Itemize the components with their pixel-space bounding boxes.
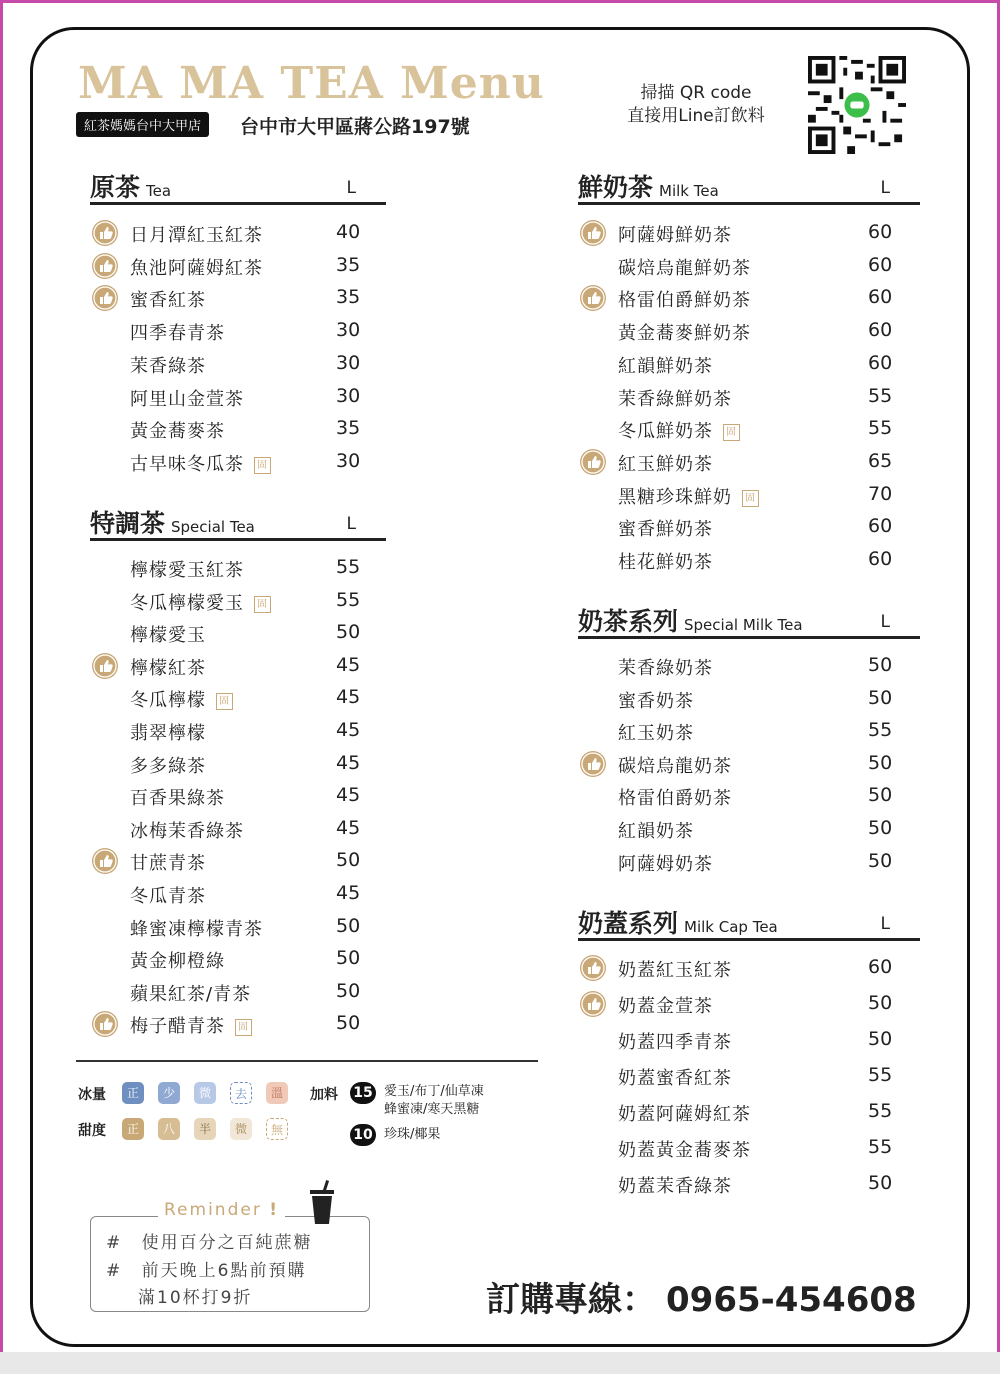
menu-item[interactable] [580, 316, 908, 346]
size-label: L [346, 514, 356, 534]
menu-item-name [130, 817, 244, 843]
recommended-thumbs-up-icon [92, 285, 118, 311]
menu-item-name [130, 654, 206, 680]
menu-item-price: 35 [336, 286, 361, 309]
menu-item-price: 55 [336, 588, 361, 611]
recommended-thumbs-up-icon [580, 955, 606, 981]
menu-item-price: 50 [868, 1028, 893, 1050]
menu-item[interactable] [580, 1025, 908, 1055]
menu-item-name [618, 483, 759, 509]
addon-price-15: 15 [350, 1082, 376, 1104]
ice-option-chip[interactable]: 去 [230, 1082, 252, 1104]
menu-item-price: 60 [868, 956, 893, 978]
menu-item[interactable] [580, 349, 908, 379]
menu-item-name [130, 980, 251, 1006]
shop-address: 台中市大甲區蔣公路197號 [240, 116, 470, 138]
menu-item-price: 45 [336, 784, 361, 807]
menu-item-name [618, 1064, 732, 1090]
menu-item-name-text: 冰梅茉香綠茶 [130, 820, 244, 842]
menu-item-price: 45 [336, 882, 361, 904]
menu-item[interactable] [580, 382, 908, 412]
menu-item-name [618, 784, 732, 810]
solid-topping-badge-icon: 固 [216, 693, 233, 710]
menu-item-name [618, 687, 694, 713]
menu-item[interactable] [92, 447, 376, 477]
menu-item-price: 60 [868, 319, 893, 342]
menu-item-price: 50 [868, 686, 893, 709]
menu-item[interactable] [92, 651, 376, 681]
menu-item-name-text: 奶蓋茉香綠茶 [618, 1176, 732, 1197]
menu-item[interactable] [580, 545, 908, 575]
recommended-thumbs-up-icon [580, 751, 606, 777]
menu-item-name [130, 719, 206, 745]
recommended-thumbs-up-icon [92, 653, 118, 679]
menu-item-name-text: 奶蓋四季青茶 [618, 1032, 732, 1053]
reminder-line-1-text: 使用百分之百純蔗糖 [141, 1233, 313, 1253]
recommended-thumbs-up-icon [92, 253, 118, 279]
order-hotline [486, 1272, 917, 1321]
menu-item-name-text: 蜜香鮮奶茶 [618, 519, 713, 541]
addon-label: 加料 [310, 1087, 338, 1103]
menu-item-price: 30 [336, 384, 361, 407]
recommended-thumbs-up-icon [92, 848, 118, 874]
menu-item-price: 70 [868, 482, 893, 505]
menu-item[interactable] [92, 553, 376, 583]
menu-item-name [130, 352, 206, 378]
menu-item-name [618, 850, 713, 876]
menu-item-name [618, 719, 694, 745]
menu-item-name [130, 947, 225, 973]
menu-item-name-text: 奶蓋蜜香紅茶 [618, 1068, 732, 1089]
menu-item-name [618, 221, 732, 247]
reminder-line-1: # 使用百分之百純蔗糖 [106, 1233, 313, 1253]
menu-item-price: 50 [336, 849, 361, 872]
menu-item-price: 55 [868, 1100, 893, 1122]
menu-item-name-text: 奶蓋紅玉紅茶 [618, 960, 732, 981]
menu-item[interactable] [580, 480, 908, 510]
menu-item-name [130, 319, 225, 345]
menu-item-price: 30 [336, 319, 361, 342]
menu-item-name [130, 621, 206, 647]
menu-item-price: 50 [336, 947, 361, 970]
section-header-milk [578, 168, 920, 205]
menu-item[interactable] [580, 814, 908, 844]
menu-item-price: 50 [868, 1172, 893, 1194]
drink-cup-icon [306, 1180, 338, 1226]
sweetness-label: 甜度 [78, 1123, 106, 1139]
menu-item[interactable] [580, 283, 908, 313]
menu-item-name [130, 686, 233, 712]
section-title: 原茶 [90, 173, 141, 202]
menu-item-name-text: 格雷伯爵奶茶 [618, 788, 732, 810]
qr-caption-line1: 掃描 QR code [640, 83, 752, 103]
menu-item-name [130, 784, 225, 810]
menu-item-price: 55 [336, 556, 361, 578]
size-label: L [880, 612, 890, 632]
menu-item-name-text: 桂花鮮奶茶 [618, 552, 713, 573]
menu-item-price: 50 [336, 1012, 361, 1035]
menu-item-name-text: 四季春青茶 [130, 323, 225, 345]
menu-item[interactable] [580, 1169, 908, 1199]
menu-item-name [130, 417, 225, 443]
menu-item-price: 45 [336, 816, 361, 839]
ice-option-chip[interactable]: 微 [194, 1082, 216, 1104]
menu-item[interactable] [92, 749, 376, 779]
recommended-thumbs-up-icon [580, 220, 606, 246]
addon-price-10: 10 [350, 1124, 376, 1146]
menu-item-price: 55 [868, 1064, 893, 1086]
section-title: 特調茶 [90, 509, 166, 538]
menu-item-name [618, 956, 732, 982]
menu-item-name-text: 蜜香奶茶 [618, 690, 694, 712]
menu-item-name-text: 多多綠茶 [130, 755, 206, 777]
menu-item[interactable] [580, 512, 908, 542]
section-subtitle: Milk Cap Tea [684, 918, 778, 936]
menu-item[interactable] [92, 683, 376, 713]
menu-item[interactable] [580, 989, 908, 1019]
menu-item[interactable] [580, 716, 908, 746]
menu-item-price: 50 [336, 621, 361, 644]
menu-item[interactable] [580, 684, 908, 714]
menu-item-price: 50 [336, 979, 361, 1002]
menu-item[interactable] [580, 781, 908, 811]
menu-item-price: 50 [868, 654, 893, 676]
menu-item-name [130, 849, 206, 875]
recommended-thumbs-up-icon [92, 1011, 118, 1037]
addon-list-15-line2: 蜂蜜凍/寒天黑糖 [384, 1102, 480, 1117]
solid-topping-badge-icon: 固 [254, 596, 271, 613]
menu-item[interactable] [580, 1097, 908, 1127]
menu-item-name-text: 冬瓜青茶 [130, 886, 206, 907]
menu-item-price: 60 [868, 221, 893, 243]
menu-item-name-text: 黃金蕎麥鮮奶茶 [618, 323, 751, 345]
section-header-special [90, 504, 386, 541]
menu-item-name [618, 654, 713, 680]
menu-item-price: 60 [868, 253, 893, 276]
menu-item-name-text: 阿薩姆鮮奶茶 [618, 225, 732, 246]
menu-item-name-text: 紅韻鮮奶茶 [618, 355, 713, 377]
menu-item[interactable] [92, 414, 376, 444]
menu-item-name-text: 冬瓜鮮奶茶 [618, 421, 713, 443]
menu-item[interactable] [92, 846, 376, 876]
ice-level-label: 冰量 [78, 1087, 106, 1103]
menu-item-name-text: 茉香綠奶茶 [618, 658, 713, 679]
shop-name-tag: 紅茶媽媽台中大甲店 [76, 112, 209, 137]
menu-item-price: 45 [336, 719, 361, 741]
menu-item-name [130, 882, 206, 908]
solid-topping-badge-icon: 固 [723, 424, 740, 441]
menu-item-name-text: 蘋果紅茶/青茶 [130, 983, 252, 1005]
menu-item-name [130, 915, 263, 941]
qr-caption-line2: 直接用Line訂飲料 [627, 106, 765, 126]
addon-list-15 [384, 1083, 484, 1119]
ice-option-chip[interactable]: 正 [122, 1082, 144, 1104]
menu-item-name-text: 奶蓋阿薩姆紅茶 [618, 1104, 751, 1125]
hotline-number[interactable]: 0965-454608 [666, 1280, 917, 1320]
menu-item-price: 45 [336, 686, 361, 709]
menu-item-name [130, 1012, 252, 1038]
menu-item[interactable] [92, 316, 376, 346]
menu-item-name-text: 檸檬愛玉紅茶 [130, 560, 244, 581]
menu-item[interactable] [580, 749, 908, 779]
recommended-thumbs-up-icon [580, 449, 606, 475]
menu-item-name [130, 556, 244, 582]
menu-item-name [130, 752, 206, 778]
section-header-milkcap [578, 904, 920, 941]
menu-item-name [618, 319, 751, 345]
addon-list-15-line1: 愛玉/布丁/仙草凍 [384, 1084, 484, 1099]
menu-item-name [618, 992, 713, 1018]
menu-item-price: 50 [336, 914, 361, 937]
menu-item-name-text: 阿薩姆奶茶 [618, 853, 713, 875]
menu-item-price: 45 [336, 751, 361, 774]
menu-item-price: 55 [868, 1136, 893, 1158]
menu-item-name-text: 百香果綠茶 [130, 788, 225, 810]
ice-option-chip[interactable]: 少 [158, 1082, 180, 1104]
menu-item-price: 40 [336, 221, 361, 243]
reminder-line-2-text: 前天晚上6點前預購 [141, 1261, 307, 1281]
recommended-thumbs-up-icon [580, 285, 606, 311]
sugar-option-chip[interactable]: 八 [158, 1118, 180, 1140]
bottom-strip [0, 1352, 1000, 1374]
menu-item-price: 45 [336, 653, 361, 676]
sugar-option-chip[interactable]: 半 [194, 1118, 216, 1140]
menu-item-name-text: 茉香綠鮮奶茶 [618, 388, 732, 410]
menu-item-name-text: 日月潭紅玉紅茶 [130, 225, 263, 246]
menu-item-name [618, 352, 713, 378]
menu-item[interactable] [92, 912, 376, 942]
menu-item[interactable] [92, 618, 376, 648]
menu-item-name-text: 蜂蜜凍檸檬青茶 [130, 918, 263, 940]
menu-item-name-text: 梅子醋青茶 [130, 1016, 225, 1038]
menu-item-name-text: 碳焙烏龍鮮奶茶 [618, 257, 751, 279]
menu-item-name-text: 冬瓜檸檬愛玉 [130, 592, 244, 614]
menu-item-price: 50 [868, 751, 893, 774]
menu-item-name [618, 1100, 751, 1126]
recommended-thumbs-up-icon [92, 220, 118, 246]
menu-item-name-text: 黃金柳橙綠 [130, 951, 225, 973]
menu-item[interactable] [92, 716, 376, 746]
menu-item-name-text: 魚池阿薩姆紅茶 [130, 257, 263, 279]
section-title: 鮮奶茶 [578, 173, 654, 202]
section-title: 奶茶系列 [578, 607, 679, 636]
menu-item-price: 55 [868, 719, 893, 742]
menu-item[interactable] [92, 382, 376, 412]
hotline-label: 訂購專線： [486, 1280, 656, 1320]
section-subtitle: Tea [146, 182, 172, 200]
menu-item-price: 65 [868, 449, 893, 472]
menu-item[interactable] [580, 847, 908, 877]
menu-item-name [130, 254, 263, 280]
menu-item[interactable] [580, 414, 908, 444]
menu-item-name-text: 紅韻奶茶 [618, 821, 694, 842]
reminder-title: Reminder ! [158, 1200, 285, 1220]
menu-item-price: 60 [868, 515, 893, 538]
sugar-option-chip[interactable]: 微 [230, 1118, 252, 1140]
menu-item[interactable] [92, 879, 376, 909]
menu-item-price: 50 [868, 817, 893, 839]
menu-item[interactable] [92, 349, 376, 379]
recommended-thumbs-up-icon [580, 991, 606, 1017]
menu-item-name [130, 450, 271, 476]
menu-item-name-text: 紅玉奶茶 [618, 723, 694, 745]
section-subtitle: Milk Tea [659, 182, 719, 200]
menu-item[interactable] [92, 944, 376, 974]
menu-item[interactable] [92, 586, 376, 616]
menu-item-name [618, 450, 713, 476]
menu-item[interactable] [92, 251, 376, 281]
menu-item-price: 55 [868, 417, 893, 440]
menu-item-name-text: 奶蓋黃金蕎麥茶 [618, 1140, 751, 1161]
menu-item-name-text: 檸檬紅茶 [130, 657, 206, 679]
menu-item[interactable] [92, 977, 376, 1007]
reminder-line-3: 滿10杯打9折 [138, 1288, 253, 1308]
menu-item-name [130, 385, 244, 411]
reminder-title-text: Reminder [164, 1200, 262, 1220]
menu-item-name-text: 奶蓋金萱茶 [618, 996, 713, 1017]
solid-topping-badge-icon: 固 [742, 490, 759, 507]
section-title: 奶蓋系列 [578, 909, 679, 938]
menu-item-price: 55 [868, 384, 893, 407]
qr-caption [596, 82, 796, 128]
menu-item-name-text: 格雷伯爵鮮奶茶 [618, 290, 751, 312]
menu-item-price: 35 [336, 253, 361, 276]
menu-item[interactable] [580, 447, 908, 477]
menu-item-name-text: 蜜香紅茶 [130, 290, 206, 312]
menu-item[interactable] [92, 218, 376, 248]
solid-topping-badge-icon: 固 [254, 457, 271, 474]
size-label: L [880, 178, 890, 198]
section-header-tea [90, 168, 386, 205]
menu-item-price: 50 [868, 784, 893, 807]
menu-item[interactable] [580, 218, 908, 248]
menu-item-price: 35 [336, 417, 361, 440]
menu-item-price: 60 [868, 286, 893, 309]
menu-item-name [130, 589, 271, 615]
size-label: L [880, 914, 890, 934]
ice-option-chip[interactable]: 溫 [266, 1082, 288, 1104]
menu-item-name [618, 254, 751, 280]
menu-item-name-text: 古早味冬瓜茶 [130, 453, 244, 475]
menu-item[interactable] [92, 781, 376, 811]
menu-item[interactable] [92, 814, 376, 844]
menu-item-name-text: 翡翠檸檬 [130, 723, 206, 744]
sugar-option-chip[interactable]: 正 [122, 1118, 144, 1140]
menu-item[interactable] [580, 953, 908, 983]
menu-item-name [618, 548, 713, 574]
size-label: L [346, 178, 356, 198]
menu-item-name-text: 甘蔗青茶 [130, 853, 206, 875]
reminder-line-2: # 前天晚上6點前預購 [106, 1261, 307, 1281]
menu-item-name [130, 221, 263, 247]
menu-item-price: 50 [868, 992, 893, 1014]
menu-item-name [618, 817, 694, 843]
menu-item-name [618, 385, 732, 411]
menu-item-name-text: 檸檬愛玉 [130, 625, 206, 647]
menu-item-price: 50 [868, 849, 893, 872]
menu-item[interactable] [580, 1133, 908, 1163]
addon-list-10: 珍珠/椰果 [384, 1127, 441, 1142]
menu-item[interactable] [580, 651, 908, 681]
menu-item-price: 30 [336, 351, 361, 374]
solid-topping-badge-icon: 固 [235, 1019, 252, 1036]
menu-item[interactable] [92, 283, 376, 313]
menu-item[interactable] [92, 1009, 376, 1039]
options-divider [76, 1060, 538, 1062]
sugar-option-chip[interactable]: 無 [266, 1118, 288, 1140]
section-subtitle: Special Tea [171, 518, 255, 536]
menu-item-name [618, 286, 751, 312]
menu-item-name [130, 286, 206, 312]
menu-item-name-text: 黃金蕎麥茶 [130, 421, 225, 443]
menu-item-name-text: 冬瓜檸檬 [130, 690, 206, 712]
menu-item-name [618, 417, 740, 443]
menu-item-name [618, 1028, 732, 1054]
menu-title: MA MA TEA Menu [78, 58, 545, 109]
menu-item-price: 60 [868, 351, 893, 374]
menu-item-name-text: 茉香綠茶 [130, 355, 206, 377]
line-qr-code[interactable] [808, 56, 906, 154]
menu-item-price: 60 [868, 548, 893, 570]
menu-item-name [618, 1136, 751, 1162]
menu-item[interactable] [580, 1061, 908, 1091]
menu-item-name-text: 黑糖珍珠鮮奶 [618, 486, 732, 508]
menu-item-name [618, 1172, 732, 1198]
menu-item-name-text: 紅玉鮮奶茶 [618, 453, 713, 475]
section-header-milktea [578, 602, 920, 639]
menu-item[interactable] [580, 251, 908, 281]
menu-item-price: 30 [336, 449, 361, 472]
menu-item-name [618, 515, 713, 541]
section-subtitle: Special Milk Tea [684, 616, 803, 634]
menu-item-name [618, 752, 732, 778]
menu-item-name-text: 碳焙烏龍奶茶 [618, 755, 732, 777]
menu-item-name-text: 阿里山金萱茶 [130, 388, 244, 410]
